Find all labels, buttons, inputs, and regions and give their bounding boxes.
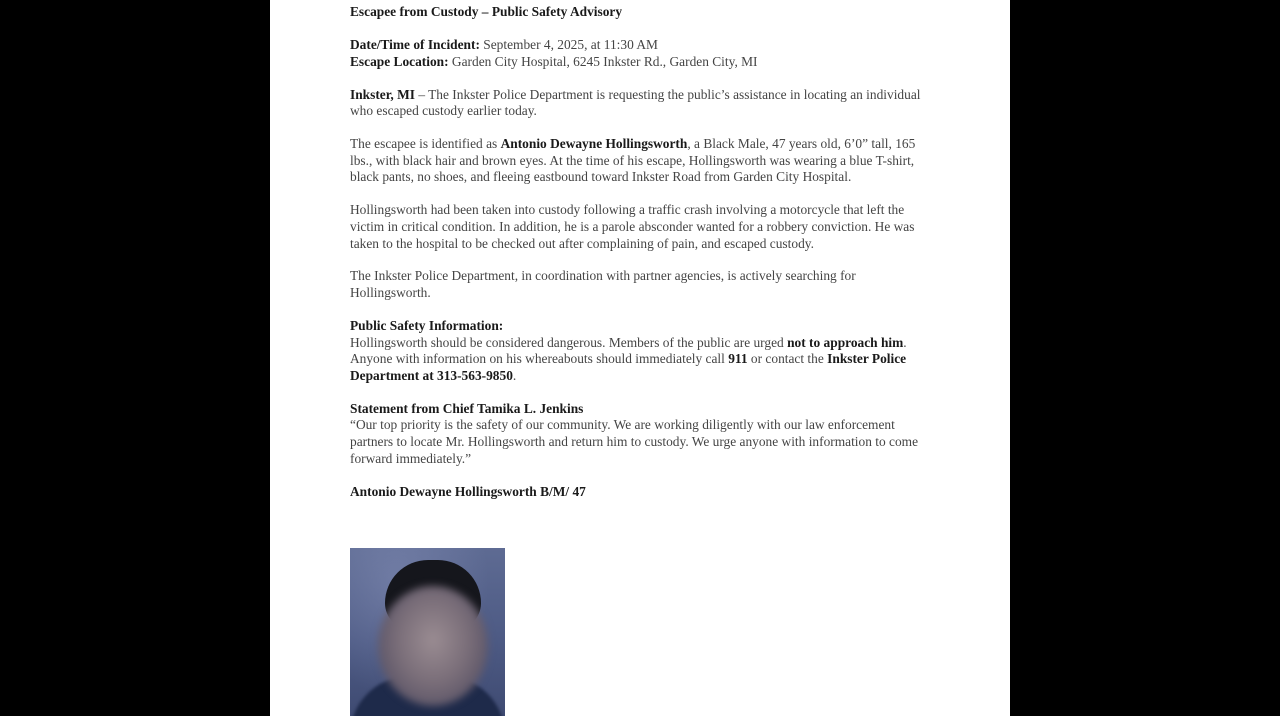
description-pre: The escapee is identified as <box>350 136 501 152</box>
incident-details <box>350 37 930 70</box>
incident-datetime-value: September 4, 2025, at 11:30 AM <box>479 36 658 52</box>
public-safety-warning: not to approach him <box>787 334 904 350</box>
public-safety-text-1: Hollingsworth should be considered dangerous. Members of the public are urged <box>350 334 788 350</box>
escapee-name: Antonio Dewayne Hollingsworth <box>500 136 688 152</box>
incident-location-value: Garden City Hospital, 6245 Inkster Rd., Garden City, MI <box>448 53 758 69</box>
photo-caption: Antonio Dewayne Hollingsworth B/M/ 47 <box>350 483 586 499</box>
statement-heading: Statement from Chief Tamika L. Jenkins <box>350 400 584 416</box>
statement-quote: “Our top priority is the safety of our community. We are working diligently with our law enforcement partners to locate Mr. Hollingsworth and return him to custody. We urge anyone with information to come forward immediately.” <box>350 417 919 466</box>
intro-paragraph <box>350 87 930 120</box>
document-page <box>270 0 1010 716</box>
public-safety-heading: Public Safety Information: <box>350 318 504 334</box>
incident-location-label: Escape Location: <box>350 53 449 69</box>
public-safety-text-2: . Anyone with information on his whereabouts should immediately call <box>350 334 907 367</box>
public-safety-text-3: or contact the <box>747 351 828 367</box>
document-title: Escapee from Custody – Public Safety Advisory <box>350 4 623 19</box>
emergency-number: 911 <box>728 351 748 367</box>
intro-text: – The Inkster Police Department is requesting the public’s assistance in locating an individual who escaped custody earlier today. <box>350 86 921 119</box>
description-post: , a Black Male, 47 years old, 6’0” tall, 165 lbs., with black hair and brown eyes. At the time of his escape, Hollingsworth was wearing a blue T-shirt, black pants, no shoes, and fleeing eastbound toward Inkster Road from Garden City Hospital. <box>350 136 916 185</box>
search-paragraph: The Inkster Police Department, in coordination with partner agencies, is actively searching for Hollingsworth. <box>350 268 856 301</box>
photo-blurred-face <box>378 586 488 706</box>
custody-paragraph: Hollingsworth had been taken into custody following a traffic crash involving a motorcycle that left the victim in critical condition. In addition, he is a parole absconder wanted for a robbery conviction. He was taken to the hospital to be checked out after complaining of pain, and escaped custody. <box>350 202 915 251</box>
suspect-photo <box>350 548 505 716</box>
statement-section <box>350 401 930 467</box>
document-body <box>350 4 930 517</box>
public-safety-section <box>350 318 930 384</box>
dateline: Inkster, MI <box>350 86 415 102</box>
incident-datetime-label: Date/Time of Incident: <box>350 36 480 52</box>
police-contact: Inkster Police Department at 313-563-9850 <box>350 351 907 383</box>
description-paragraph <box>350 136 930 186</box>
public-safety-text-4: . <box>512 367 517 383</box>
